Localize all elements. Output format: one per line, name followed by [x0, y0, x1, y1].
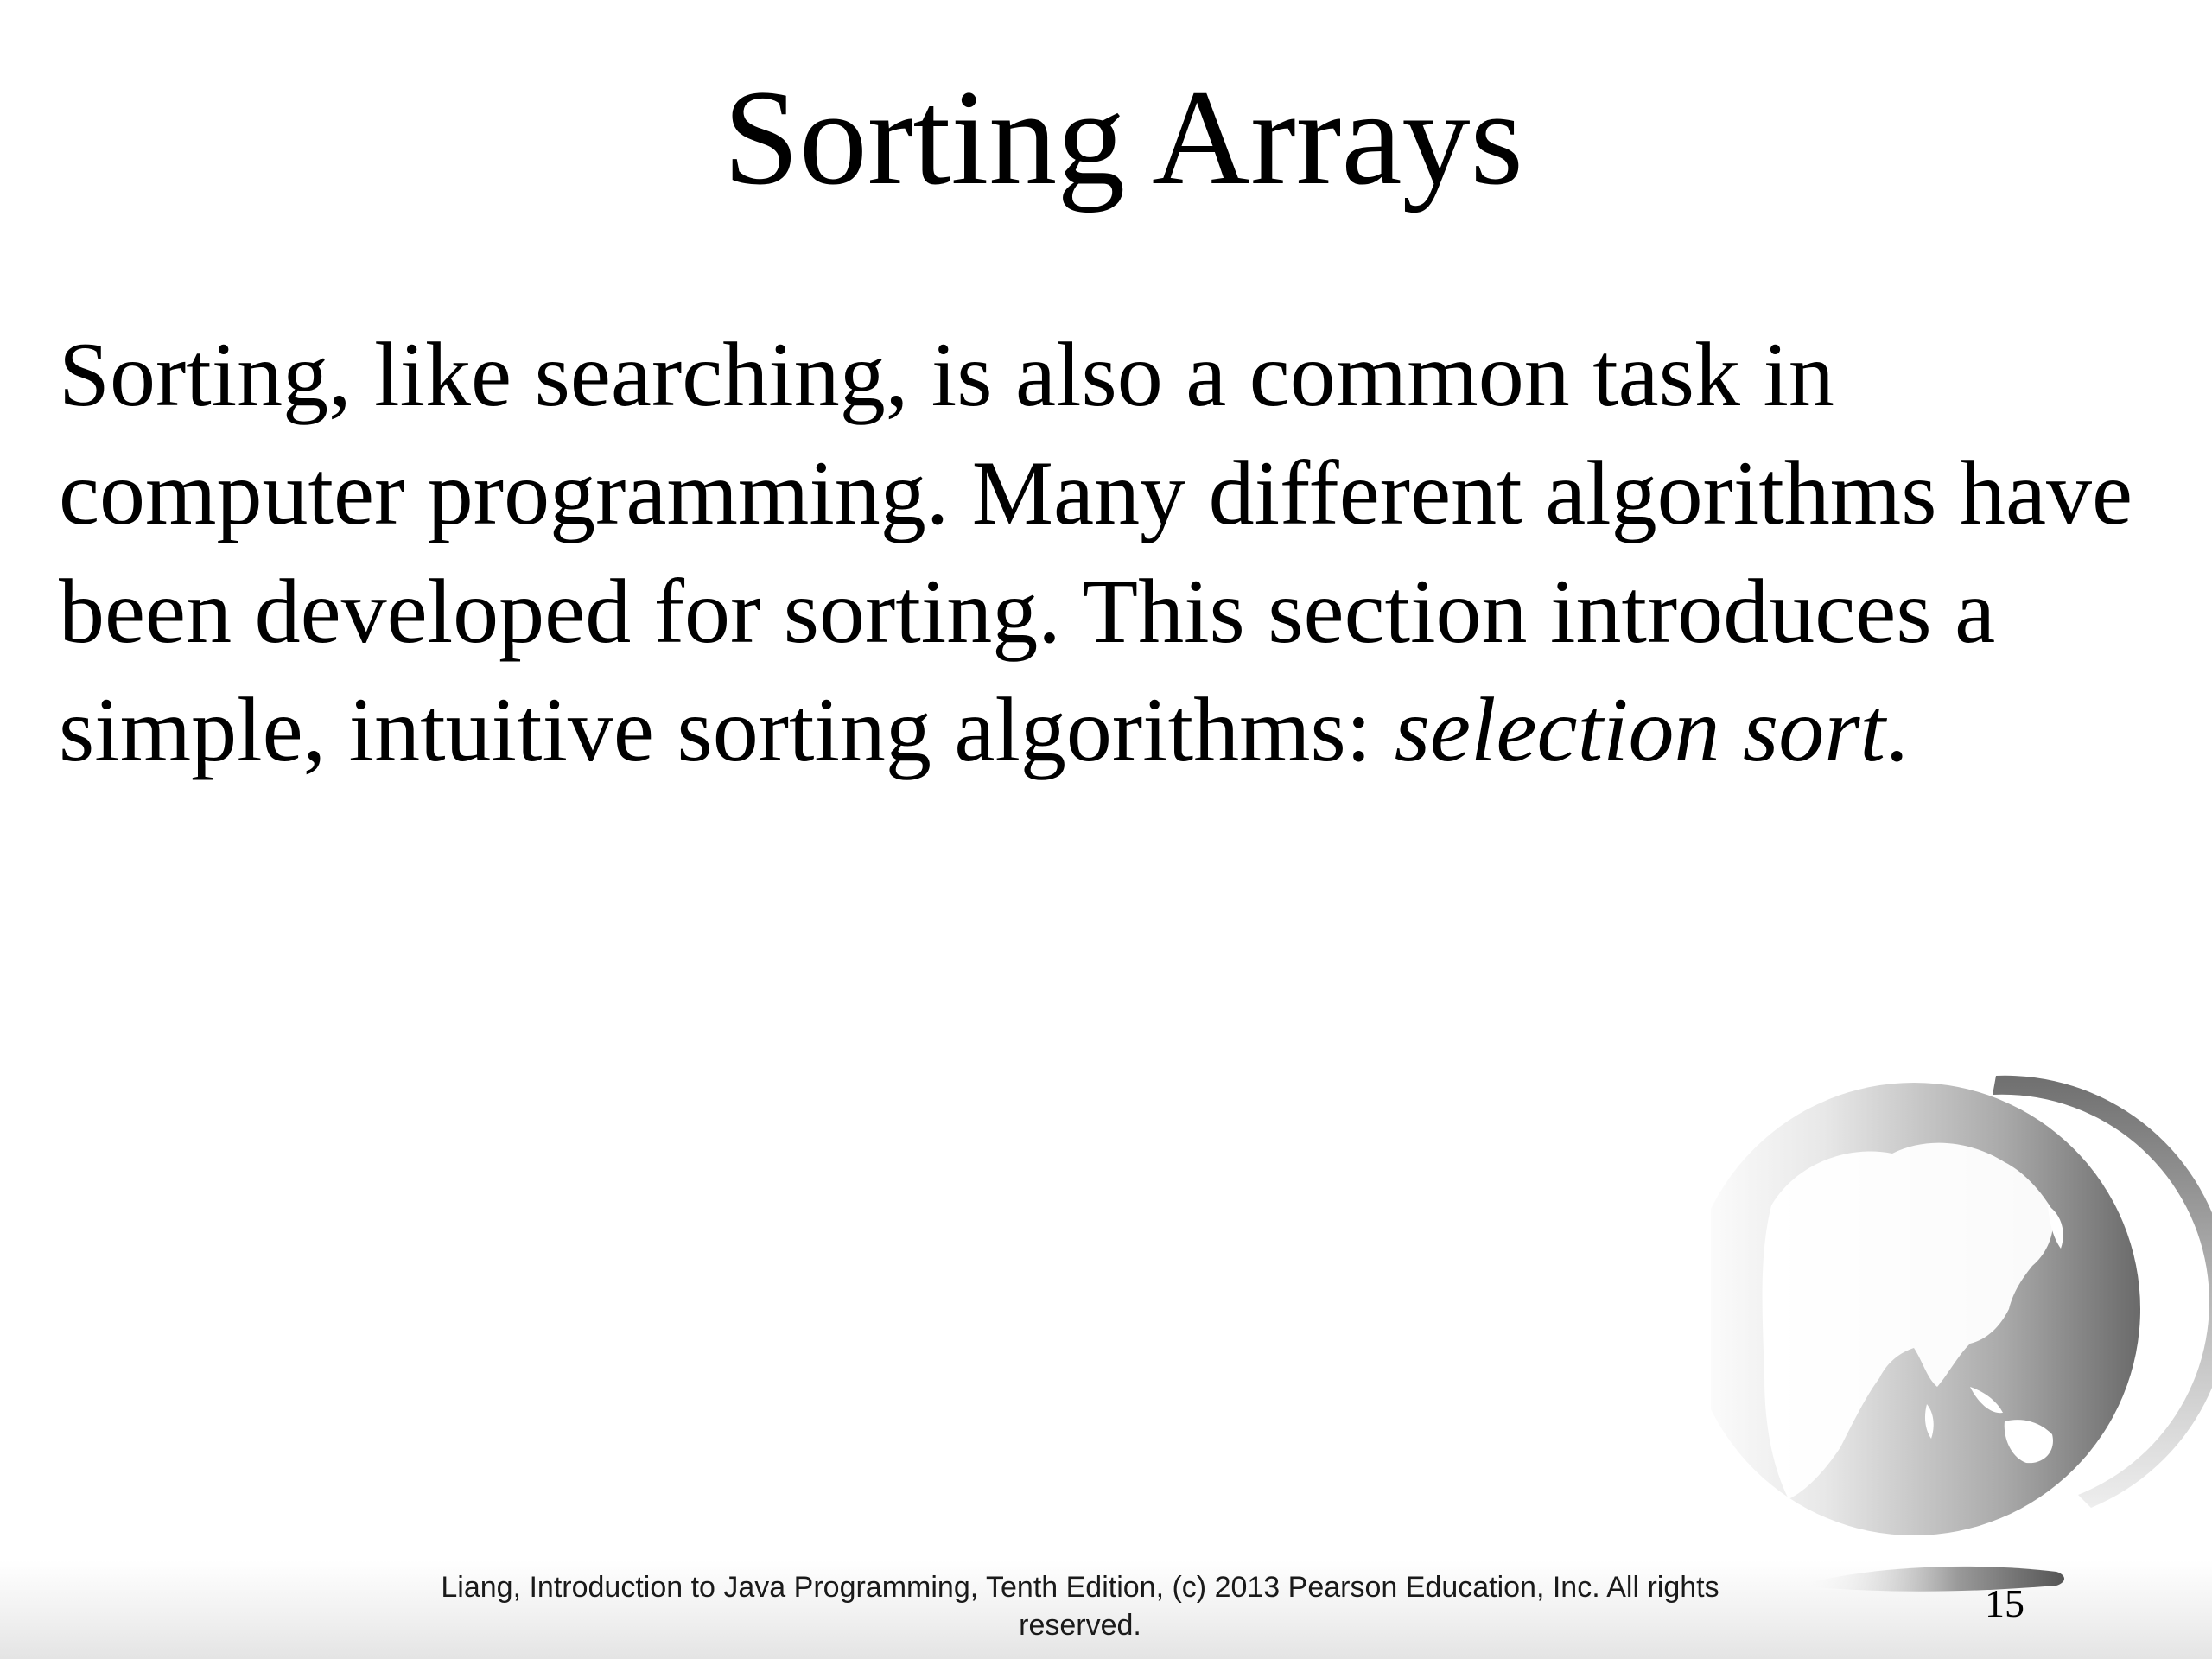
body-emphasis-text: selection sort — [1394, 679, 1885, 780]
slide-title: Sorting Arrays — [722, 62, 1523, 213]
slide-body — [59, 315, 2150, 789]
page-number: 15 — [1985, 1581, 2024, 1625]
body-main-text: Sorting, like searching, is also a common task in computer programming. Many different algorithms have been developed for sorting. This section introduces a simple, intuitive sorting algorithms: — [59, 324, 2133, 780]
globe-icon — [1711, 1058, 2212, 1560]
footer-copyright: Liang, Introduction to Java Programming, Tenth Edition, (c) 2013 Pearson Education, Inc. All rights reserved. — [441, 1571, 1719, 1642]
body-end-text: . — [1885, 679, 1909, 780]
